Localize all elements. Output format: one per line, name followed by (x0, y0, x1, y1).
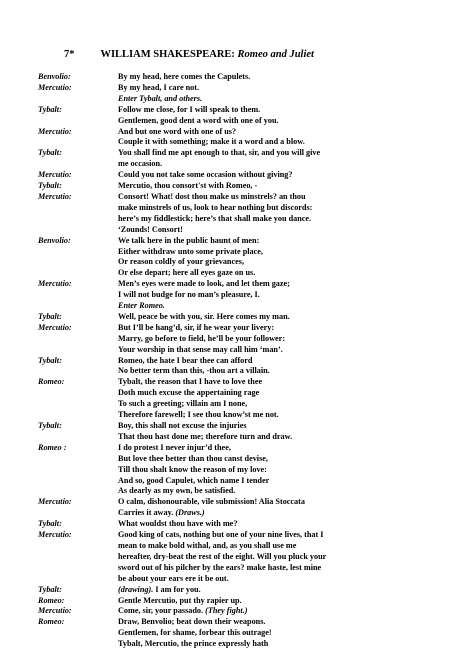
line-text: Gentlemen, good dent a word with one of you. (118, 115, 279, 125)
dialogue-line (118, 421, 448, 432)
line-text: Or else depart; here all eyes gaze on us. (118, 268, 256, 278)
line-text: Till thou shalt know the reason of my love: (118, 464, 267, 474)
stage-direction: (Draws.) (175, 508, 205, 518)
line-text: What wouldst thou have with me? (118, 519, 238, 529)
line-text: Your worship in that sense may call him ‘man’. (118, 344, 283, 354)
speech-lines (118, 443, 448, 498)
dialogue-line (118, 236, 448, 247)
speaker-name: Tybalt: (38, 104, 62, 114)
dialogue-line (118, 181, 448, 192)
header-author: WILLIAM SHAKESPEARE: (100, 49, 235, 60)
speaker-name: Romeo : (38, 442, 67, 452)
speaker-name: Romeo: (38, 595, 65, 605)
line-text: ‘Zounds! Consort! (118, 224, 183, 234)
speech (38, 530, 448, 585)
speech (38, 323, 448, 356)
speech (38, 236, 448, 280)
line-text: But love thee better than thou canst devise, (118, 453, 268, 463)
speech-lines (118, 105, 448, 127)
speaker-name: Tybalt: (38, 311, 62, 321)
dialogue-line (118, 159, 448, 170)
speech-lines (118, 72, 448, 83)
speech-lines (118, 181, 448, 192)
line-text: Could you not take some occasion without giving? (118, 170, 293, 180)
dialogue-line (118, 486, 448, 497)
line-text: Boy, this shall not excuse the injuries (118, 421, 247, 430)
line-text: That thou hast done me; therefore turn and draw. (118, 431, 293, 441)
line-text: No better term than this, -thou art a villain. (118, 366, 270, 376)
speech (38, 279, 448, 312)
speech (38, 356, 448, 378)
speech (38, 606, 448, 617)
speech (38, 596, 448, 607)
line-text: I am for you. (155, 584, 201, 594)
dialogue-line (118, 617, 448, 628)
speech-lines (118, 617, 448, 650)
speaker-name: Mercutio: (38, 606, 72, 616)
line-text: Men’s eyes were made to look, and let them gaze; (118, 279, 290, 289)
line-text: make minstrels of us, look to hear nothing but discords: (118, 202, 313, 212)
speech-lines (118, 356, 448, 378)
dialogue-line (118, 334, 448, 345)
dialogue-line (118, 290, 448, 301)
dialogue-line (118, 225, 448, 236)
line-text: me occasion. (118, 159, 163, 169)
dialogue-line (118, 214, 448, 225)
dialogue-line (118, 105, 448, 116)
speech (38, 617, 448, 650)
line-text: I will not budge for no man’s pleasure, I. (118, 290, 260, 300)
dialogue-line (118, 366, 448, 377)
dialogue-line (118, 323, 448, 334)
line-text: And but one word with one of us? (118, 126, 237, 136)
line-text: Couple it with something; make it a word and a blow. (118, 137, 305, 147)
speech (38, 443, 448, 498)
speech-lines (118, 377, 448, 421)
dialogue-line (118, 585, 448, 596)
speech (38, 192, 448, 236)
line-text: Therefore farewell; I see thou know’st me not. (118, 410, 279, 420)
line-text: Tybalt, the reason that I have to love thee (118, 377, 263, 387)
page-number: 7* (64, 49, 75, 60)
speech-lines (118, 83, 448, 105)
speaker-name: Tybalt: (38, 421, 62, 430)
speech-lines (118, 170, 448, 181)
speech-lines (118, 497, 448, 519)
dialogue-line (118, 530, 448, 541)
line-text: We talk here in the public haunt of men: (118, 235, 260, 245)
line-text: sword out of his pilcher by the ears? make haste, lest mine (118, 562, 322, 572)
dialogue-line (118, 443, 448, 454)
dialogue-line (118, 497, 448, 508)
line-text: Good king of cats, nothing but one of your nine lives, that I (118, 530, 324, 540)
speaker-name: Tybalt: (38, 355, 62, 365)
dialogue-line (118, 639, 448, 650)
dialogue-line (118, 519, 448, 530)
speaker-name: Tybalt: (38, 519, 62, 529)
line-text: mean to make bold withal, and, as you shall use me (118, 540, 297, 550)
speech (38, 72, 448, 83)
stage-direction: (They fight.) (205, 606, 248, 616)
speech-lines (118, 127, 448, 149)
dialogue-line (118, 541, 448, 552)
stage-direction (118, 94, 448, 105)
dialogue-line (118, 410, 448, 421)
line-text: Marry, go before to field, he’ll be your follower: (118, 333, 286, 343)
dialogue-line (118, 476, 448, 487)
line-text: As dearly as my own, be satisfied. (118, 486, 236, 496)
line-text: Doth much excuse the appertaining rage (118, 388, 260, 398)
dialogue-line (118, 399, 448, 410)
speech (38, 497, 448, 519)
dialogue-line (118, 563, 448, 574)
dialogue-line (118, 574, 448, 585)
dialogue-line (118, 388, 448, 399)
line-text: hereafter, dry-beat the rest of the eight. Will you pluck your (118, 551, 327, 561)
line-text: Tybalt, Mercutio, the prince expressly hath (118, 639, 269, 649)
line-text: Follow me close, for I will speak to them. (118, 104, 261, 114)
speech (38, 312, 448, 323)
speech-lines (118, 519, 448, 530)
speaker-name: Mercutio: (38, 322, 72, 332)
speech (38, 421, 448, 443)
speaker-name: Tybalt: (38, 148, 62, 158)
speaker-name: Mercutio: (38, 279, 72, 289)
dialogue-line (118, 454, 448, 465)
speech (38, 377, 448, 421)
dialogue-line (118, 116, 448, 127)
speaker-name: Benvolio: (38, 235, 71, 245)
line-text: Draw, Benvolio; beat down their weapons. (118, 617, 266, 627)
speaker-name: Romeo: (38, 617, 65, 627)
line-text: But I’ll be hang’d, sir, if he wear your livery: (118, 322, 275, 332)
speech-lines (118, 421, 448, 443)
line-text: Consort! What! dost thou make us minstrels? an thou (118, 191, 306, 201)
speech (38, 127, 448, 149)
dialogue-line (118, 148, 448, 159)
dialogue-line (118, 606, 448, 617)
speech-lines (118, 596, 448, 607)
line-text: By my head, I care not. (118, 82, 200, 92)
speaker-name: Mercutio: (38, 126, 72, 136)
line-text: here’s my fiddlestick; here’s that shall make you dance. (118, 213, 312, 223)
dialogue-line (118, 170, 448, 181)
speech (38, 519, 448, 530)
dialogue-line (118, 203, 448, 214)
line-text: Carries it away. (118, 508, 174, 518)
line-text: By my head, here comes the Capulets. (118, 72, 251, 81)
line-text: And so, good Capulet, which name I tender (118, 475, 270, 485)
dialogue-line (118, 465, 448, 476)
dialogue-line (118, 83, 448, 94)
stage-direction (118, 301, 448, 312)
line-text: Gentle Mercutio, put thy rapier up. (118, 595, 242, 605)
speaker-name: Mercutio: (38, 82, 72, 92)
line-text: be about your ears ere it be out. (118, 573, 229, 583)
line-text: Mercutio, thou consort'st with Romeo, - (118, 181, 258, 191)
dialogue-line (118, 628, 448, 639)
dialogue-line (118, 72, 448, 83)
speaker-name: Benvolio: (38, 72, 71, 81)
line-text: Enter Romeo. (118, 301, 165, 311)
line-text: O calm, dishonourable, vile submission! Alia Stoccata (118, 497, 305, 507)
dialogue-line (118, 552, 448, 563)
line-text: Come, sir, your passado. (118, 606, 204, 616)
dialogue-line (118, 137, 448, 148)
line-text: Romeo, the hate I bear thee can afford (118, 355, 253, 365)
dialogue-line (118, 596, 448, 607)
speaker-name: Mercutio: (38, 170, 72, 180)
dialogue-line (118, 192, 448, 203)
dialogue-line (118, 356, 448, 367)
speech (38, 181, 448, 192)
dialogue-line (118, 432, 448, 443)
dialogue-line (118, 312, 448, 323)
speaker-name: Mercutio: (38, 497, 72, 507)
speech-lines (118, 312, 448, 323)
dialogue-line (118, 279, 448, 290)
speech-lines (118, 585, 448, 596)
line-text: You shall find me apt enough to that, sir, and you will give (118, 148, 321, 158)
speech (38, 83, 448, 105)
line-text: Or reason coldly of your grievances, (118, 257, 244, 267)
speech-lines (118, 148, 448, 170)
speech-lines (118, 279, 448, 312)
header-play-title: Romeo and Juliet (237, 49, 314, 60)
line-text: Well, peace be with you, sir. Here comes my man. (118, 311, 290, 321)
speaker-name: Tybalt: (38, 181, 62, 191)
speaker-name: Romeo: (38, 377, 65, 387)
dialogue-line (118, 508, 448, 519)
speech-lines (118, 323, 448, 356)
stage-direction: (drawing). (118, 584, 154, 594)
dialogue-line (118, 257, 448, 268)
line-text: Enter Tybalt, and others. (118, 93, 203, 103)
speech (38, 105, 448, 127)
line-text: Gentlemen, for shame, forbear this outrage! (118, 628, 272, 638)
speech (38, 170, 448, 181)
speech-lines (118, 192, 448, 236)
speech (38, 585, 448, 596)
dialogue-line (118, 377, 448, 388)
speaker-name: Mercutio: (38, 530, 72, 540)
speech-lines (118, 236, 448, 280)
speech-lines (118, 606, 448, 617)
line-text: I do protest I never injur’d thee, (118, 442, 231, 452)
dialogue-line (118, 268, 448, 279)
line-text: To such a greeting; villain am I none, (118, 399, 248, 409)
speech-lines (118, 530, 448, 585)
page-header (64, 48, 444, 61)
dialogue-line (118, 247, 448, 258)
speech (38, 148, 448, 170)
speaker-name: Mercutio: (38, 191, 72, 201)
dialogue-line (118, 345, 448, 356)
dialogue-line (118, 127, 448, 138)
script-body (38, 72, 448, 650)
line-text: Either withdraw unto some private place, (118, 246, 263, 256)
speaker-name: Tybalt: (38, 584, 62, 594)
